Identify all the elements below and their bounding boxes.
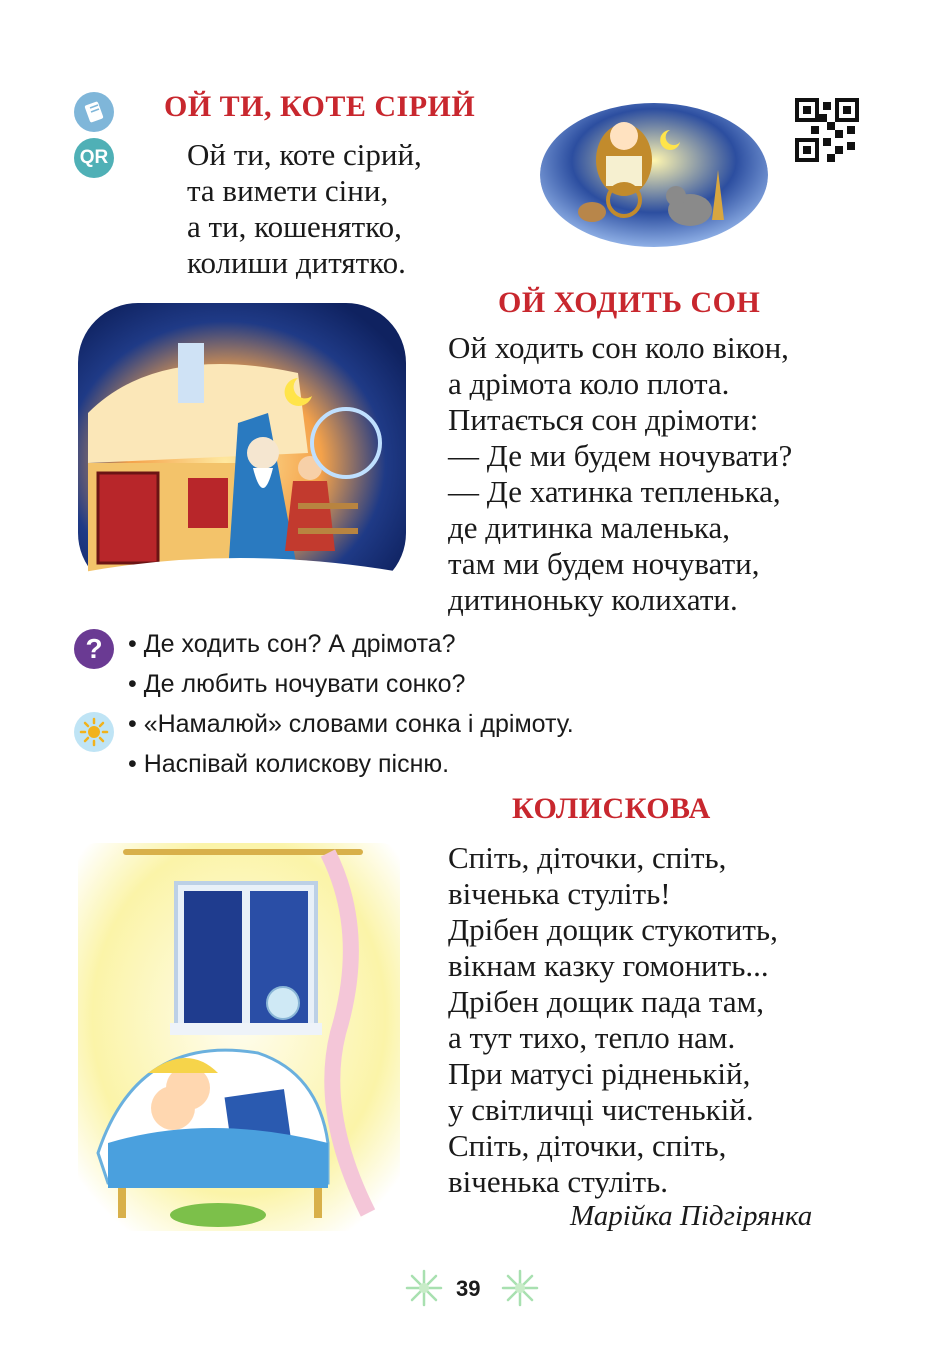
qr-code-icon[interactable] <box>74 138 114 178</box>
poem-line: — Де хатинка тепленька, <box>448 474 781 509</box>
poem-line: віченька стуліть. <box>448 1164 668 1199</box>
poem-line: а дрімота коло плота. <box>448 366 730 401</box>
sleeping-children-illustration <box>78 843 400 1231</box>
snowy-house-illustration <box>78 303 406 593</box>
poem-line: дитиноньку колихати. <box>448 582 738 617</box>
poem-line: Спіть, діточки, спіть, <box>448 840 727 875</box>
poem-3-text <box>448 840 778 1200</box>
poem-3-author: Марійка Підгірянка <box>570 1200 813 1232</box>
poem-line: Ой ти, коте сірий, <box>187 137 422 172</box>
snowflake-left-icon <box>404 1268 444 1312</box>
poem-line: Дрібен дощик пада там, <box>448 984 764 1019</box>
sun-icon <box>74 712 114 752</box>
poem-line: — Де ми будем ночувати? <box>448 438 793 473</box>
qr-badge-label: QR <box>79 147 109 168</box>
poem-line: Дрібен дощик стукотить, <box>448 912 778 947</box>
poem-line: та вимети сіни, <box>187 173 389 208</box>
poem-line: у світличці чистенькій. <box>448 1092 754 1127</box>
poem-line: де дитинка маленька, <box>448 510 730 545</box>
poem-line: а тут тихо, тепло нам. <box>448 1020 736 1055</box>
question-badge-label: ? <box>85 633 103 664</box>
poem-2-title: ОЙ ХОДИТЬ СОН <box>498 286 761 319</box>
poem-line: а ти, кошенятко, <box>187 209 402 244</box>
snowflake-right-icon <box>500 1268 540 1312</box>
poem-line: колиши дитятко. <box>187 245 406 280</box>
poem-line: віченька стуліть! <box>448 876 671 911</box>
poem-3-title: КОЛИСКОВА <box>512 792 711 825</box>
question-item: • Наспівай колискову пісню. <box>128 750 450 778</box>
poem-1-text <box>187 137 422 281</box>
poem-line: Питається сон дрімоти: <box>448 402 759 437</box>
poem-1-title: ОЙ ТИ, КОТЕ СІРИЙ <box>164 90 476 123</box>
poem-line: вікнам казку гомонить... <box>448 948 769 983</box>
question-item: • Де ходить сон? А дрімота? <box>128 630 456 658</box>
poem-line: там ми будем ночувати, <box>448 546 760 581</box>
poem-line: Спіть, діточки, спіть, <box>448 1128 727 1163</box>
qr-code-image[interactable] <box>795 98 859 162</box>
cradle-cats-illustration <box>540 100 768 250</box>
poem-line: При матусі рідненькій, <box>448 1056 751 1091</box>
poem-2-text <box>448 330 792 618</box>
question-icon <box>74 629 114 669</box>
question-item: • «Намалюй» словами сонка і дрімоту. <box>128 710 574 738</box>
question-item: • Де любить ночувати сонко? <box>128 670 466 698</box>
book-icon[interactable] <box>74 92 114 132</box>
page-number: 39 <box>456 1276 481 1301</box>
poem-line: Ой ходить сон коло вікон, <box>448 330 789 365</box>
questions-list <box>128 624 574 784</box>
